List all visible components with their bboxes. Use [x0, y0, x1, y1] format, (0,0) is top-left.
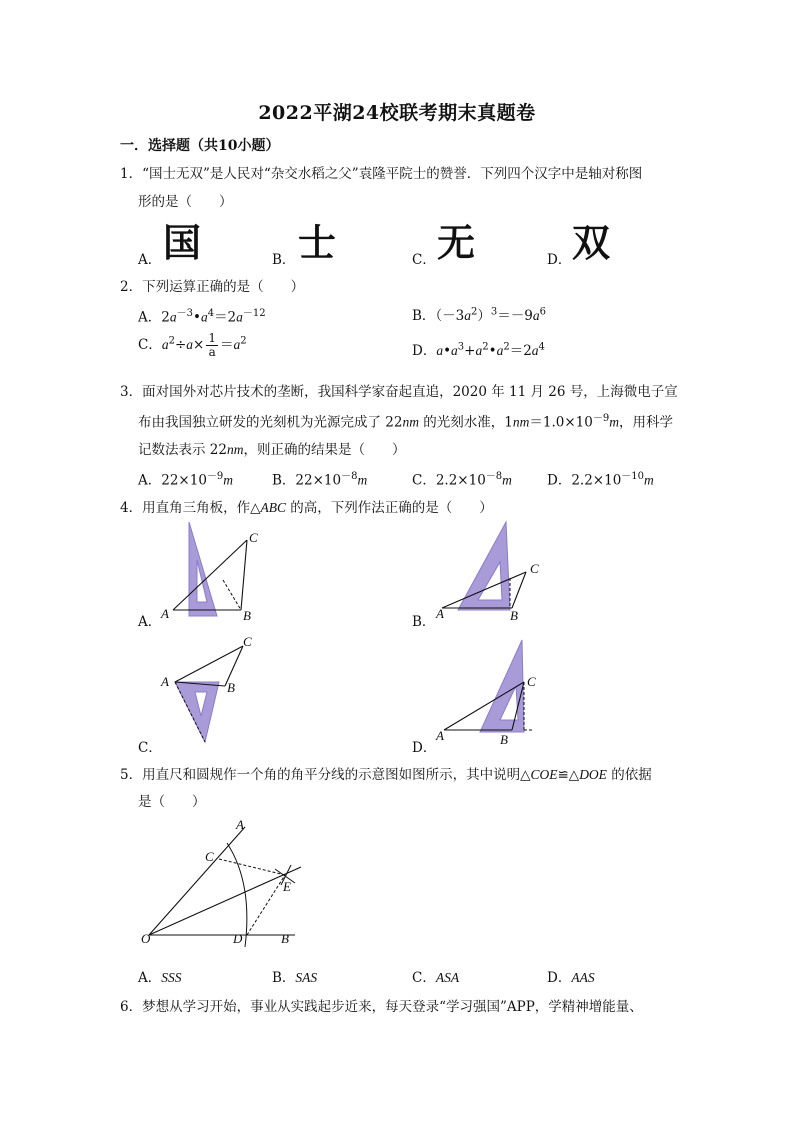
q1-char-shuang: 双: [572, 221, 611, 265]
q5-line1: 5．用直尺和圆规作一个角的角平分线的示意图如图所示，其中说明△COE≌△DOE 的依据: [120, 767, 652, 783]
q1-char-shi: 士: [298, 221, 337, 265]
point-b: B: [227, 680, 235, 695]
q5-line2: 是（ ）: [138, 794, 206, 810]
q4-stem: 4．用直角三角板，作△ABC 的高，下列作法正确的是（ ）: [120, 500, 493, 516]
q4-figure-a: [155, 520, 275, 625]
point-e: E: [283, 879, 291, 894]
q1-char-wu: 无: [437, 221, 476, 265]
q4-figure-c: [155, 632, 275, 747]
q3-line3: 记数法表示 22nm，则正确的结果是（ ）: [138, 442, 406, 458]
set-square: [175, 682, 219, 742]
q1-option-c-label: C．: [412, 252, 436, 268]
q4-figure-b: [430, 520, 550, 625]
q2-option-c: C．$a^2\div a\times$ $\frac{1}{a}$ $=a^2$: [138, 331, 247, 359]
point-a: A: [161, 606, 169, 621]
q3-option-c: C．$2.2\times 10^{-8}m$: [412, 471, 512, 489]
q1-char-guo: 国: [163, 221, 202, 265]
q5-option-b: B．SAS: [272, 970, 318, 986]
page-title: 2022平湖24校联考期末真题卷: [258, 102, 536, 124]
q1-option-a-label: A．: [138, 252, 162, 268]
q5-option-a: A．SSS: [138, 970, 182, 986]
q1-line1: 1．“国士无双”是人民对“杂交水稻之父”袁隆平院士的赞誉．下列四个汉字中是轴对称图: [120, 166, 643, 182]
q4-option-c-label: C．: [138, 740, 162, 756]
q2-stem: 2．下列运算正确的是（ ）: [120, 279, 305, 295]
point-b: B: [500, 732, 508, 747]
point-c: C: [527, 674, 536, 689]
point-b: B: [243, 608, 251, 623]
point-c: C: [243, 634, 252, 649]
q2-fraction: $\frac{1}{a}$: [208, 331, 216, 359]
q1-option-d-label: D．: [547, 252, 572, 268]
q5-option-c: C．ASA: [412, 970, 460, 986]
section-heading: 一．选择题（共10小题）: [120, 138, 280, 154]
q2-option-d: D．$a•a^3+a^2•a^2=2a^4$: [412, 341, 545, 359]
q3-option-b: B．$22\times 10^{-8}m$: [272, 471, 368, 489]
point-b: B: [281, 931, 289, 946]
point-a: A: [436, 606, 444, 621]
q3-line2: 布由我国独立研发的光刻机为光源完成了 22nm 的光刻水准，$1nm=1.0\times 10^{-9}m$，用科学: [138, 413, 673, 431]
q3-option-a: A．$22\times 10^{-9}m$: [138, 471, 234, 489]
q1-line2: 形的是（ ）: [138, 194, 233, 210]
q3-option-d: D．$2.2\times 10^{-10}m$: [547, 471, 654, 489]
q4-option-a-label: A．: [138, 614, 162, 630]
q3-line1: 3．面对国外对芯片技术的垄断，我国科学家奋起直追，2020 年 11 月 26 号，上海微电子宣: [120, 384, 678, 400]
q2-option-a: A．$2a^{-3}•a^4=2a^{-12}$: [138, 308, 266, 326]
point-c: C: [205, 849, 214, 864]
q5-option-d: D．AAS: [547, 970, 595, 986]
point-o: O: [141, 931, 151, 946]
point-c: C: [249, 530, 258, 545]
point-c: C: [530, 561, 539, 576]
point-d: D: [233, 931, 243, 946]
point-a: A: [161, 674, 169, 689]
q2-option-b: B．$(-3a^2)^3=-9a^6$: [412, 306, 546, 324]
q6-line1: 6．梦想从学习开始，事业从实践起步近来，每天登录“学习强国”APP，学精神增能量、: [120, 999, 643, 1015]
q4-option-d-label: D．: [412, 740, 437, 756]
q1-option-b-label: B．: [272, 252, 296, 268]
point-a: A: [436, 728, 444, 743]
q4-option-b-label: B．: [412, 614, 436, 630]
point-b: B: [510, 608, 518, 623]
point-a: A: [236, 817, 244, 832]
q5-angle-bisector-figure: [135, 815, 335, 955]
q4-figure-d: [430, 632, 560, 747]
